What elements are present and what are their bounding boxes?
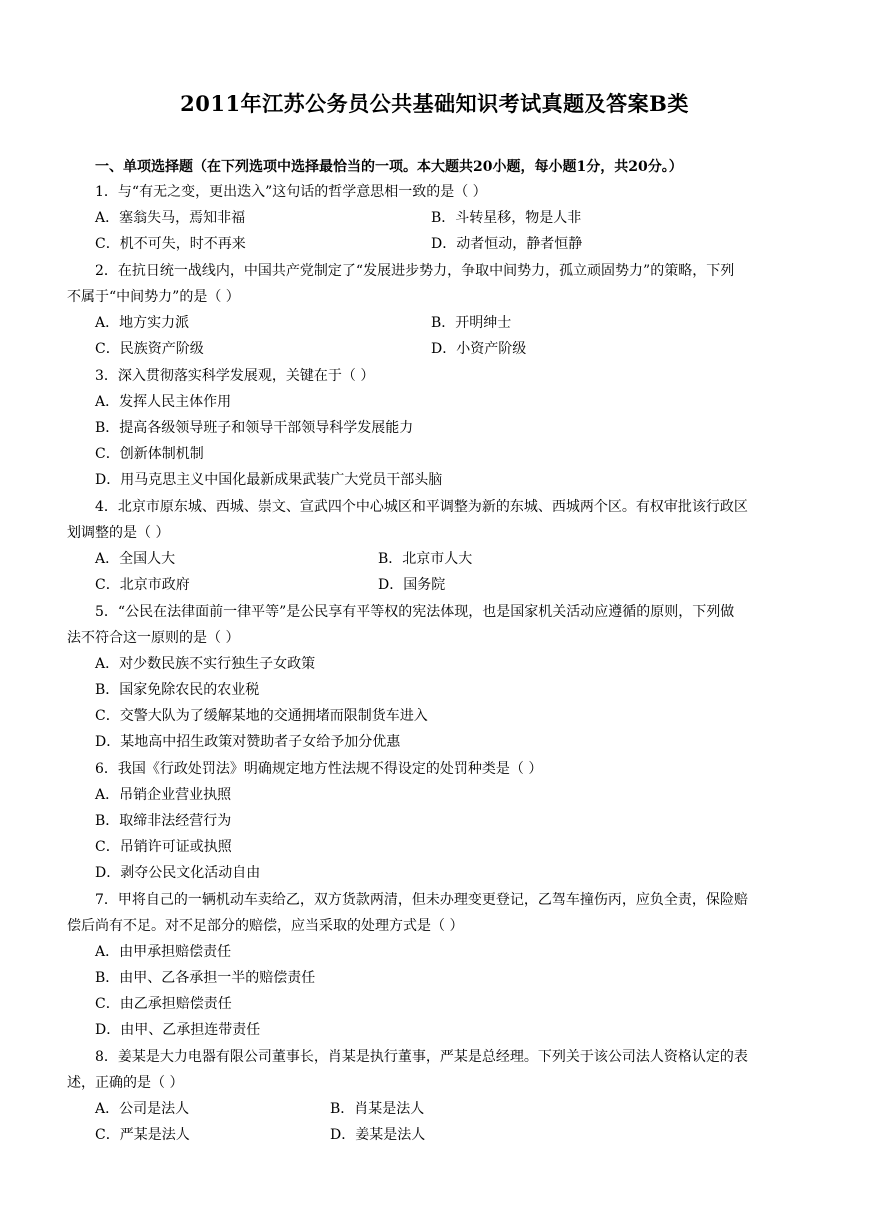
option-b: B．斗转星移，物是人非 (431, 210, 582, 226)
question-stem-continued: 划调整的是（ ） (67, 525, 170, 541)
option-d: D．用马克思主义中国化最新成果武装广大党员干部头脑 (95, 472, 443, 488)
section-header: 一、单项选择题（在下列选项中选择最恰当的一项。本大题共20小题，每小题1分，共20分。） (95, 159, 683, 175)
option-b: B．肖某是法人 (330, 1101, 425, 1117)
option-a: A．吊销企业营业执照 (95, 787, 232, 803)
option-c: C．严某是法人 (95, 1127, 190, 1143)
option-b: B．由甲、乙各承担一半的赔偿责任 (95, 970, 316, 986)
question-stem: 4．北京市原东城、西城、崇文、宣武四个中心城区和平调整为新的东城、西城两个区。有权审批该行政区 (95, 499, 748, 515)
option-d: D．由甲、乙承担连带责任 (95, 1022, 261, 1038)
option-d: D．小资产阶级 (431, 341, 527, 357)
option-c: C．民族资产阶级 (95, 341, 204, 357)
option-a: A．全国人大 (95, 551, 176, 567)
option-b: B．提高各级领导班子和领导干部领导科学发展能力 (95, 420, 414, 436)
option-a: A．对少数民族不实行独生子女政策 (95, 656, 316, 672)
question-stem: 5．“公民在法律面前一律平等”是公民享有平等权的宪法体现，也是国家机关活动应遵循的原则，下列做 (95, 604, 735, 620)
page-title: 2011年江苏公务员公共基础知识考试真题及答案B类 (180, 91, 689, 116)
option-c: C．由乙承担赔偿责任 (95, 996, 232, 1012)
question-stem: 8．姜某是大力电器有限公司董事长，肖某是执行董事，严某是总经理。下列关于该公司法人资格认定的表 (95, 1049, 748, 1065)
option-c: C．北京市政府 (95, 577, 190, 593)
option-b: B．北京市人大 (378, 551, 473, 567)
option-a: A．发挥人民主体作用 (95, 394, 232, 410)
option-b: B．国家免除农民的农业税 (95, 682, 260, 698)
option-a: A．由甲承担赔偿责任 (95, 944, 232, 960)
question-stem: 2．在抗日统一战线内，中国共产党制定了“发展进步势力，争取中间势力，孤立顽固势力”的策略，下列 (95, 263, 735, 279)
option-d: D．国务院 (378, 577, 446, 593)
option-c: C．机不可失，时不再来 (95, 236, 246, 252)
option-d: D．动者恒动，静者恒静 (431, 236, 583, 252)
question-stem: 3．深入贯彻落实科学发展观，关键在于（ ） (95, 368, 375, 384)
option-c: C．交警大队为了缓解某地的交通拥堵而限制货车进入 (95, 708, 428, 724)
option-d: D．姜某是法人 (330, 1127, 426, 1143)
option-b: B．开明绅士 (431, 315, 512, 331)
option-d: D．某地高中招生政策对赞助者子女给予加分优惠 (95, 734, 401, 750)
question-stem-continued: 述，正确的是（ ） (67, 1075, 184, 1091)
question-stem: 6．我国《行政处罚法》明确规定地方性法规不得设定的处罚种类是（ ） (95, 761, 543, 777)
question-stem: 1．与“有无之变，更出迭入”这句话的哲学意思相一致的是（ ） (95, 184, 487, 200)
option-b: B．取缔非法经营行为 (95, 813, 232, 829)
question-stem-continued: 不属于“中间势力”的是（ ） (67, 289, 240, 305)
option-a: A．地方实力派 (95, 315, 190, 331)
option-c: C．创新体制机制 (95, 446, 204, 462)
question-stem-continued: 法不符合这一原则的是（ ） (67, 630, 240, 646)
option-d: D．剥夺公民文化活动自由 (95, 865, 261, 881)
question-stem-continued: 偿后尚有不足。对不足部分的赔偿，应当采取的处理方式是（ ） (67, 918, 464, 934)
option-a: A．塞翁失马，焉知非福 (95, 210, 246, 226)
option-c: C．吊销许可证或执照 (95, 839, 232, 855)
option-a: A．公司是法人 (95, 1101, 190, 1117)
question-stem: 7．甲将自己的一辆机动车卖给乙，双方货款两清，但未办理变更登记，乙驾车撞伤丙，应负全责，保险赔 (95, 892, 748, 908)
